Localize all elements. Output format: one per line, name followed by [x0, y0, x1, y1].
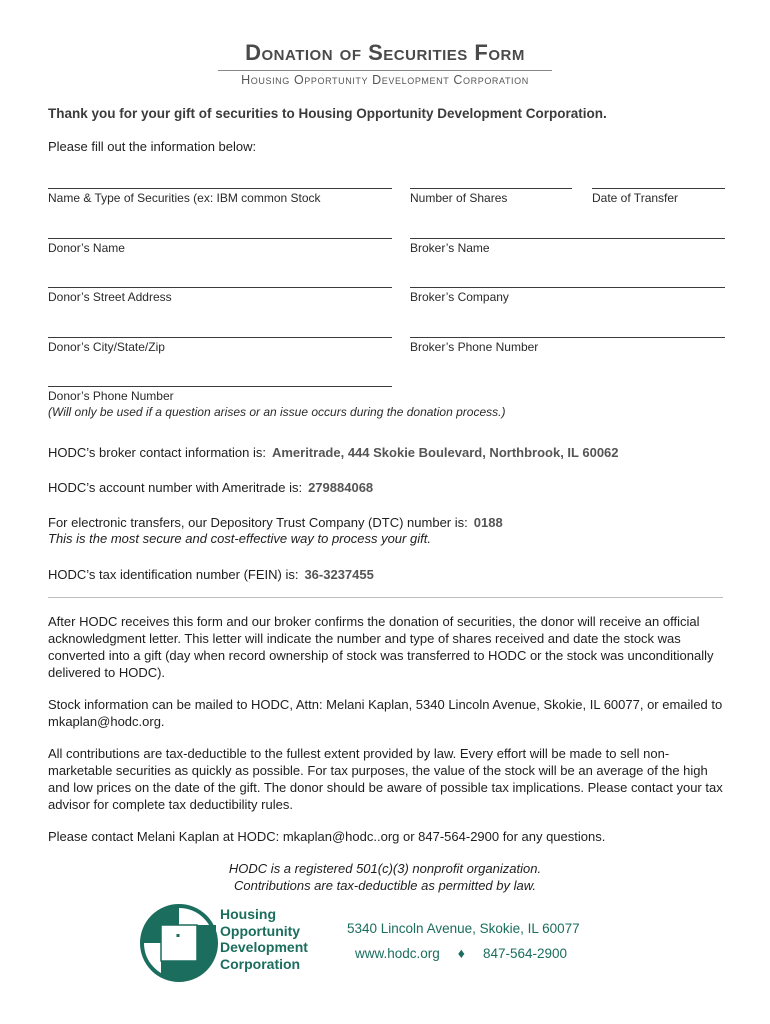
broker-phone-field[interactable]: [410, 337, 725, 338]
hodc-logo-icon: [139, 903, 219, 983]
website-link[interactable]: www.hodc.org: [355, 946, 440, 961]
dtc-label: For electronic transfers, our Depository Trust Company (DTC) number is:: [48, 515, 468, 530]
account-label: HODC’s account number with Ameritrade is:: [48, 480, 303, 495]
dtc-row: [48, 515, 503, 530]
thank-you-text: Thank you for your gift of securities to Housing Opportunity Development Corporation.: [48, 106, 607, 121]
footer-contact: [355, 945, 567, 961]
transfer-date-label: Date of Transfer: [592, 191, 679, 205]
donor-name-field[interactable]: [48, 238, 392, 239]
securities-label: Name & Type of Securities (ex: IBM common Stock: [48, 191, 321, 205]
donor-address-label: Donor’s Street Address: [48, 290, 172, 304]
footer-address: 5340 Lincoln Avenue, Skokie, IL 60077: [347, 921, 580, 936]
acknowledgment-text: After HODC receives this form and our broker confirms the donation of securities, the donor will receive an official acknowledgment letter. This letter will indicate the number and type of shares received and date the stock was converted into a gift (day when record ownership of stock was transferred to HODC or the stock was unconditionally delivered to HODC).: [48, 614, 714, 680]
broker-name-label: Broker’s Name: [410, 241, 490, 255]
broker-contact-row: [48, 445, 619, 460]
dtc-note: This is the most secure and cost-effective way to process your gift.: [48, 531, 431, 546]
nonprofit-note: HODC is a registered 501(c)(3) nonprofit organization.: [228, 861, 542, 876]
donor-address-field[interactable]: [48, 287, 392, 288]
fein-value: 36-3237455: [304, 567, 374, 582]
tax-paragraph: [48, 745, 723, 813]
donor-city-field[interactable]: [48, 337, 392, 338]
broker-company-label: Broker’s Company: [410, 290, 509, 304]
donor-phone-note: (Will only be used if a question arises or an issue occurs during the donation process.): [48, 405, 506, 419]
broker-phone-label: Broker’s Phone Number: [410, 340, 539, 354]
contact-paragraph: [48, 828, 723, 845]
fein-row: [48, 567, 374, 582]
tax-text: All contributions are tax-deductible to the fullest extent provided by law. Every effort will be made to sell non-marketable securities as quickly as possible. For tax purposes, the value of the stock will be an average of the high and low prices on the date of the gift. The donor should be aware of possible tax implications. Please contact your tax advisor for complete tax deductibility rules.: [48, 746, 723, 812]
logo-line-3: Development: [220, 939, 308, 955]
instruction-text: Please fill out the information below:: [48, 139, 257, 154]
acknowledgment-paragraph: [48, 613, 723, 681]
mailing-paragraph: [48, 696, 723, 730]
section-divider: [48, 597, 723, 598]
shares-label: Number of Shares: [410, 191, 508, 205]
fein-label: HODC’s tax identification number (FEIN) is:: [48, 567, 299, 582]
broker-company-field[interactable]: [410, 287, 725, 288]
shares-field[interactable]: [410, 188, 572, 189]
title-divider: [218, 70, 552, 71]
broker-name-field[interactable]: [410, 238, 725, 239]
securities-field[interactable]: [48, 188, 392, 189]
contact-text: Please contact Melani Kaplan at HODC: mkaplan@hodc..org or 847-564-2900 for any questions.: [48, 829, 606, 844]
organization-subtitle: Housing Opportunity Development Corporation: [241, 73, 529, 87]
logo-line-1: Housing: [220, 906, 276, 922]
transfer-date-field[interactable]: [592, 188, 725, 189]
donor-phone-field[interactable]: [48, 386, 392, 387]
form-title: Donation of Securities Form: [245, 40, 525, 65]
logo-wordmark: [220, 906, 308, 972]
account-row: [48, 480, 373, 495]
deductible-note: Contributions are tax-deductible as permitted by law.: [233, 878, 537, 893]
logo-line-2: Opportunity: [220, 922, 301, 939]
mailing-text: Stock information can be mailed to HODC, Attn: Melani Kaplan, 5340 Lincoln Avenue, Skokie, IL 60077, or emailed to mkaplan@hodc.org.: [48, 697, 723, 729]
donor-city-label: Donor’s City/State/Zip: [48, 340, 165, 354]
footer-phone: 847-564-2900: [482, 946, 568, 961]
account-value: 279884068: [308, 480, 374, 495]
broker-contact-value: Ameritrade, 444 Skokie Boulevard, Northbrook, IL 60062: [271, 445, 619, 460]
logo-line-4: Corporation: [220, 955, 301, 972]
donor-phone-label: Donor’s Phone Number: [48, 389, 174, 403]
broker-contact-label: HODC’s broker contact information is:: [48, 445, 266, 460]
dtc-value: 0188: [473, 515, 503, 530]
donor-name-label: Donor’s Name: [48, 241, 125, 255]
diamond-separator-icon: ♦: [457, 945, 465, 961]
